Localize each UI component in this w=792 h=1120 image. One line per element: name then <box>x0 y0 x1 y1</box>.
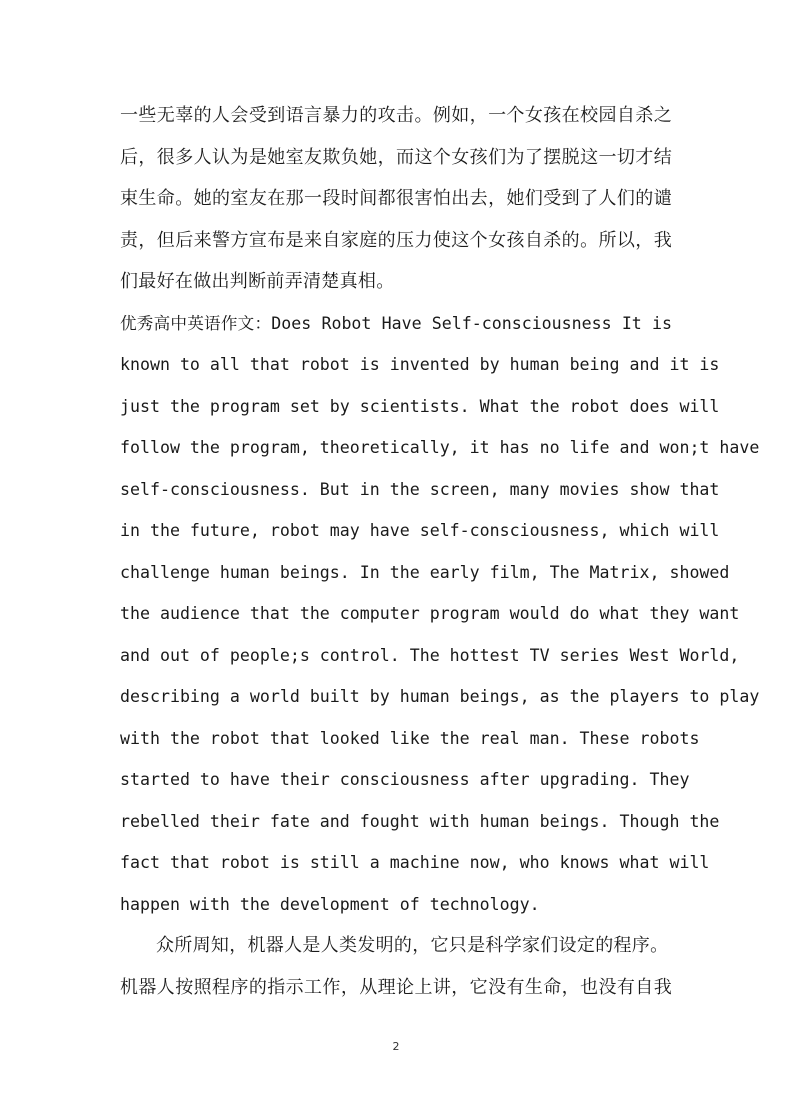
essay-title-line: 优秀高中英语作文：Does Robot Have Self-consciousness It is <box>120 313 672 333</box>
text-line: follow the program, theoretically, it has no life and won;t have <box>120 438 760 457</box>
page-number: 2 <box>392 1040 400 1053</box>
text-line: 责，但后来警方宣布是来自家庭的压力使这个女孩自杀的。所以，我 <box>120 229 672 251</box>
text-line: 们最好在做出判断前弄清楚真相。 <box>120 271 395 292</box>
text-line: challenge human beings. In the early film, The Matrix, showed <box>120 562 730 582</box>
text-line: 后，很多人认为是她室友欺负她，而这个女孩们为了摆脱这一切才结 <box>120 146 672 168</box>
text-line: just the program set by scientists. What the robot does will <box>120 396 720 416</box>
text-line: known to all that robot is invented by human being and it is <box>120 355 720 374</box>
document-body <box>120 95 760 1008</box>
text-line: 众所周知，机器人是人类发明的，它只是科学家们设定的程序。 <box>156 935 669 956</box>
text-line: describing a world built by human beings, as the players to play <box>120 687 760 706</box>
text-line: rebelled their fate and fought with human beings. Though the <box>120 811 720 831</box>
text-line: 束生命。她的室友在那一段时间都很害怕出去，她们受到了人们的谴 <box>120 188 672 209</box>
text-line: self-consciousness. But in the screen, many movies show that <box>120 479 720 499</box>
text-line: 机器人按照程序的指示工作，从理论上讲，它没有生命，也没有自我 <box>120 976 672 998</box>
text-line: fact that robot is still a machine now, who knows what will <box>120 853 710 872</box>
text-line: the audience that the computer program would do what they want <box>120 604 740 623</box>
text-line: 一些无辜的人会受到语言暴力的攻击。例如，一个女孩在校园自杀之 <box>120 105 672 126</box>
text-line: happen with the development of technology. <box>120 894 540 914</box>
text-line: started to have their consciousness after upgrading. They <box>120 770 690 789</box>
text-line: and out of people;s control. The hottest TV series West World, <box>120 645 740 665</box>
text-line: with the robot that looked like the real man. These robots <box>120 728 700 748</box>
text-line: in the future, robot may have self-consciousness, which will <box>120 521 720 540</box>
